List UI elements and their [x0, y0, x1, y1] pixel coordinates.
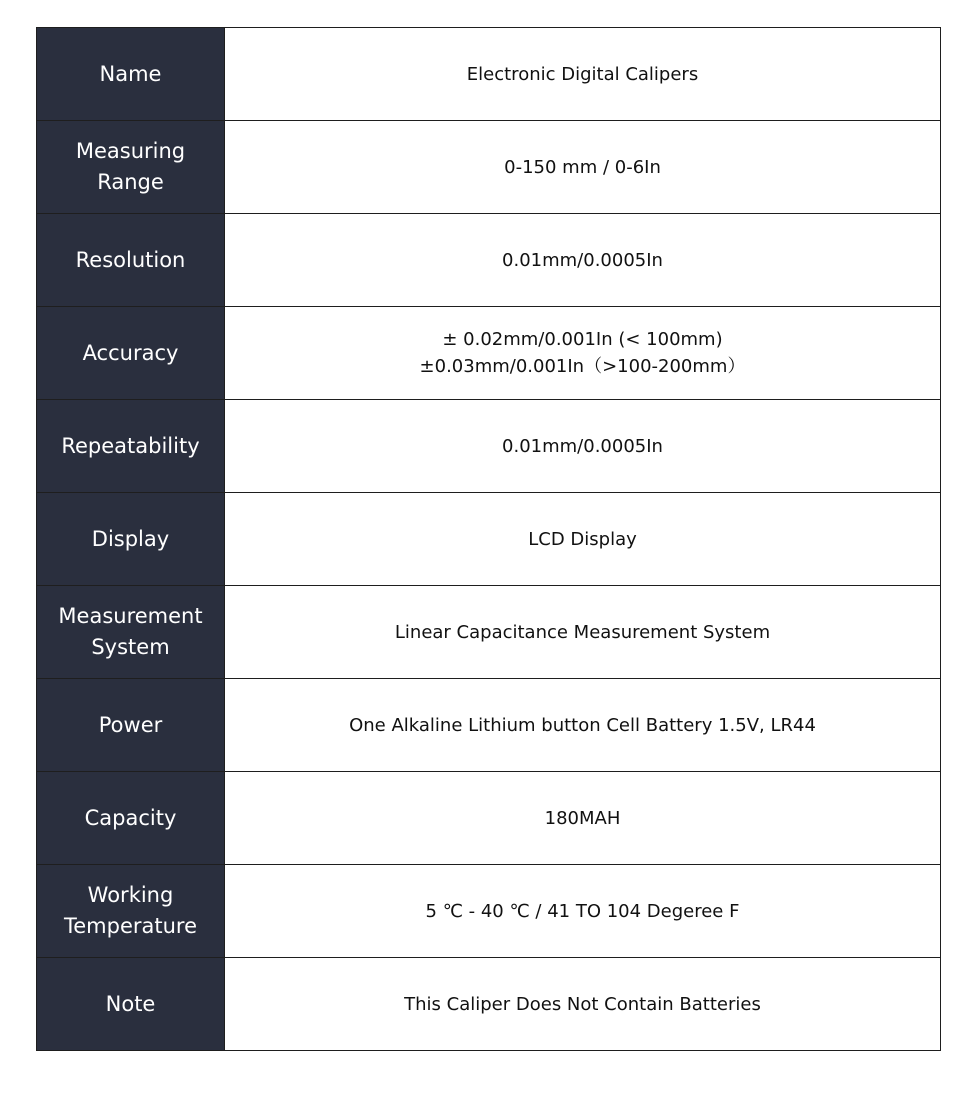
spec-table — [36, 27, 941, 1051]
spec-row-note — [37, 958, 940, 1050]
spec-label: Name — [37, 28, 225, 120]
spec-label: Measuring Range — [37, 121, 225, 213]
spec-row-resolution — [37, 214, 940, 307]
spec-label: Power — [37, 679, 225, 771]
spec-value-line: 5 ℃ - 40 ℃ / 41 TO 104 Degeree F — [425, 900, 740, 922]
spec-label: Display — [37, 493, 225, 585]
spec-value — [225, 28, 940, 120]
spec-value-line: ± 0.02mm/0.001In (< 100mm) — [442, 329, 723, 350]
spec-row-power — [37, 679, 940, 772]
spec-value — [225, 307, 940, 399]
spec-value-line: 180MAH — [544, 807, 621, 829]
spec-label: Accuracy — [37, 307, 225, 399]
spec-label: Repeatability — [37, 400, 225, 492]
spec-label: Resolution — [37, 214, 225, 306]
spec-value — [225, 958, 940, 1050]
spec-row-name — [37, 28, 940, 121]
spec-value-line: 0-150 mm / 0-6In — [504, 156, 661, 178]
spec-row-display — [37, 493, 940, 586]
spec-value-line: 0.01mm/0.0005In — [502, 435, 663, 457]
spec-label: Measurement System — [37, 586, 225, 678]
spec-row-working-temperature — [37, 865, 940, 958]
spec-row-capacity — [37, 772, 940, 865]
spec-row-measuring-range — [37, 121, 940, 214]
spec-row-measurement-system — [37, 586, 940, 679]
spec-value-line: This Caliper Does Not Contain Batteries — [404, 993, 761, 1015]
spec-label: Capacity — [37, 772, 225, 864]
spec-value-line: ±0.03mm/0.001In（>100-200mm） — [419, 356, 746, 377]
spec-value-line: Electronic Digital Calipers — [466, 63, 699, 85]
spec-row-repeatability — [37, 400, 940, 493]
spec-label: Note — [37, 958, 225, 1050]
spec-value-line: 0.01mm/0.0005In — [502, 249, 663, 271]
spec-value — [225, 400, 940, 492]
spec-row-accuracy — [37, 307, 940, 400]
spec-value-line: One Alkaline Lithium button Cell Battery 1.5V, LR44 — [349, 714, 816, 736]
spec-value — [225, 586, 940, 678]
spec-value-line: Linear Capacitance Measurement System — [394, 621, 771, 643]
spec-value-line: LCD Display — [528, 528, 637, 550]
spec-value — [225, 214, 940, 306]
spec-value — [225, 679, 940, 771]
spec-value — [225, 493, 940, 585]
spec-value — [225, 865, 940, 957]
spec-label: Working Temperature — [37, 865, 225, 957]
spec-value — [225, 121, 940, 213]
spec-value — [225, 772, 940, 864]
